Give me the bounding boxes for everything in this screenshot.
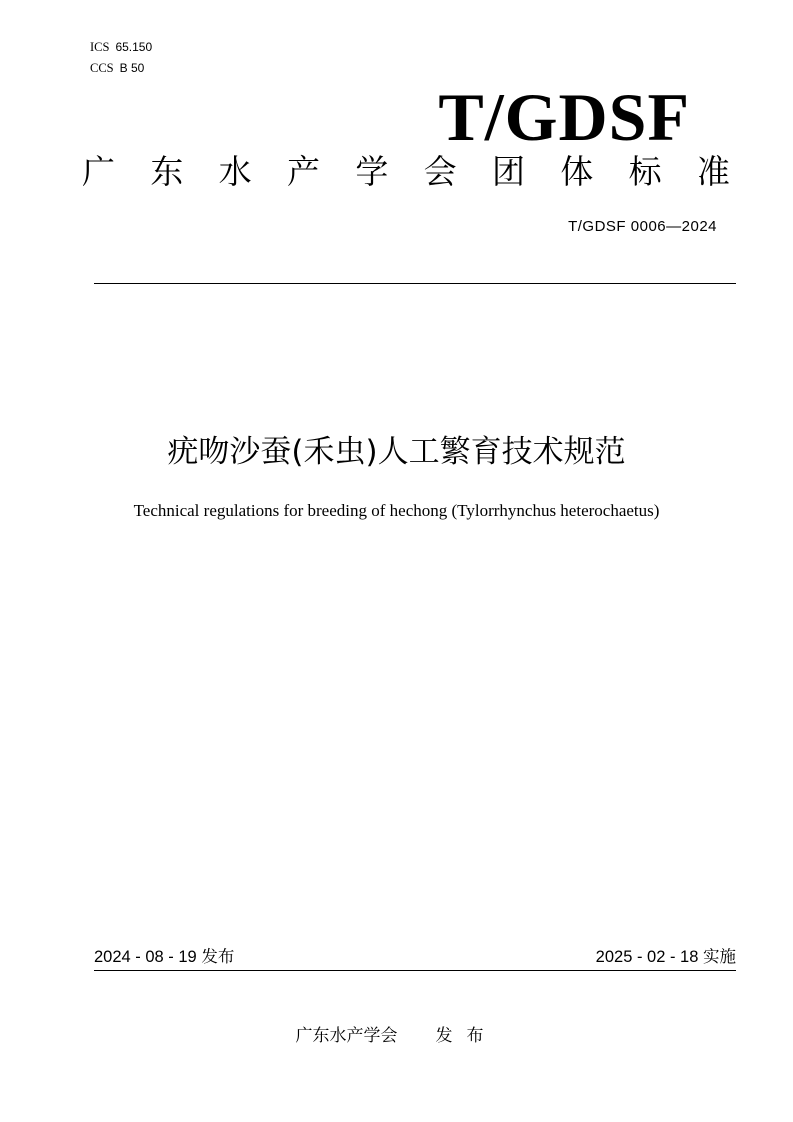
publisher-line	[0, 1024, 793, 1048]
org-title-char: 学	[355, 152, 389, 191]
org-title-char: 东	[150, 152, 184, 191]
implementation-date: 2025 - 02 - 18 实施	[595, 948, 736, 966]
ccs-code: B 50	[119, 61, 145, 75]
org-title-char: 准	[696, 152, 730, 191]
organization-title	[82, 150, 730, 194]
standard-logo: T/GDSF	[438, 79, 690, 155]
document-title-chinese: 疣吻沙蚕(禾虫)人工繁育技术规范	[167, 434, 626, 470]
publisher-name: 广东水产学会	[295, 1026, 398, 1046]
org-title-char: 水	[218, 152, 252, 191]
standard-number: T/GDSF 0006—2024	[568, 218, 717, 235]
ics-label: ICS	[90, 40, 110, 54]
top-divider	[94, 283, 736, 284]
publisher-action: 发布	[435, 1026, 498, 1046]
org-title-char: 体	[560, 152, 594, 191]
issue-date: 2024 - 08 - 19 发布	[94, 948, 235, 966]
document-title-english: Technical regulations for breeding of hechong (Tylorrhynchus heterochaetus)	[133, 501, 660, 520]
ics-classification	[90, 40, 152, 54]
bottom-divider	[94, 970, 736, 971]
ics-code: 65.150	[115, 40, 153, 54]
org-title-char: 产	[286, 152, 320, 191]
ccs-label: CCS	[90, 61, 114, 75]
ccs-classification	[90, 61, 144, 75]
org-title-char: 标	[628, 152, 662, 191]
org-title-char: 会	[423, 152, 457, 191]
org-title-char: 团	[491, 152, 525, 191]
org-title-char: 广	[82, 152, 115, 191]
